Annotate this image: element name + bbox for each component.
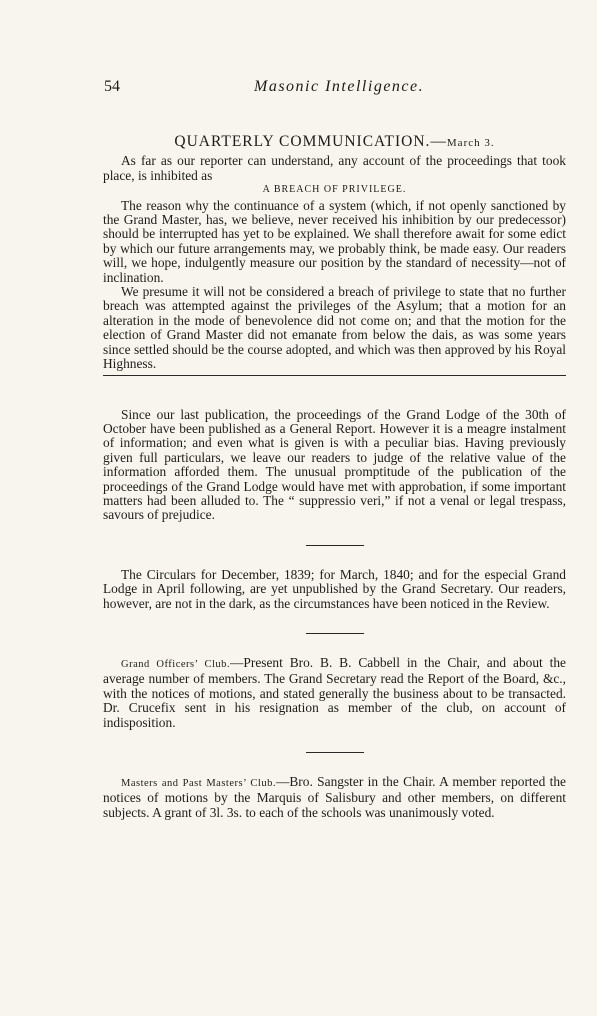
paragraph-circulars: The Circulars for December, 1839; for March, 1840; and for the especial Grand Lodge in April following, are yet unpublished by the Grand Secretary. Our readers, however, are not in the dark, as the circumstances have been noticed in the Review.	[103, 566, 566, 611]
page-number: 54	[104, 78, 120, 95]
running-title: Masonic Intelligence.	[254, 78, 425, 95]
club-name: Masters and Past Masters’ Club.	[121, 778, 276, 789]
club-report: —Bro. Sangster in the Chair. A member reported the notices of motions by the Marquis of Salisbury and other members, on different subjects. A grant of 3l. 3s. to each of the schools was unanimously voted.	[103, 774, 566, 820]
page-content	[103, 135, 566, 820]
running-head	[104, 78, 566, 98]
paragraph-masters-club	[103, 775, 566, 820]
paragraph-intro: As far as our reporter can understand, any account of the proceedings that took place, is inhibited as	[103, 153, 566, 183]
paragraph-presumption: We presume it will not be considered a breach of privilege to state that no further breach was attempted against the privileges of the Asylum; that a motion for an alteration in the mode of benevolence did not come on; and that the motion for the election of Grand Master did not emanate from below the dais, as was some years since settled should be the course adopted, and which was then approved by his Royal Highness.	[103, 284, 566, 372]
paragraph-reason: The reason why the continuance of a system (which, if not openly sanctioned by the Grand Master, has, we believe, never received his inhibition by our predecessor) should be interrupted has yet to be explained. We shall therefore await for some edict by which our future arrangements may, we probably think, be made easy. Our readers will, we hope, indulgently measure our position by the standard of necessity—not of inclination.	[103, 197, 566, 285]
paragraph-grand-officers-club	[103, 656, 566, 730]
heading-date: March 3.	[446, 137, 495, 149]
heading-title: QUARTERLY COMMUNICATION.—	[174, 133, 447, 150]
subheading-breach-of-privilege: A BREACH OF PRIVILEGE.	[262, 184, 407, 196]
club-report: —Present Bro. B. B. Cabbell in the Chair, and about the average number of members. The Grand Secretary read the Report of the Board, &c., with the notices of motions, and stated generally the business about to be transacted. Dr. Crucefix sent in his resignation as member of the club, on account of indisposition.	[103, 654, 566, 730]
section-heading	[103, 135, 566, 150]
club-name: Grand Officers’ Club.	[121, 658, 231, 670]
paragraph-grand-lodge-report: Since our last publication, the proceedings of the Grand Lodge of the 30th of October have been published as a General Report. However it is a meagre instalment of information; and even what is given is with a peculiar bias. Having previously given full particulars, we leave our readers to judge of the relative value of the information afforded them. The unusual promptitude of the publication of the proceedings of the Grand Lodge would have met with approbation, if some important matters had been alluded to. The “ suppressio veri,” if not a venal or legal trespass, savours of prejudice.	[103, 406, 566, 523]
